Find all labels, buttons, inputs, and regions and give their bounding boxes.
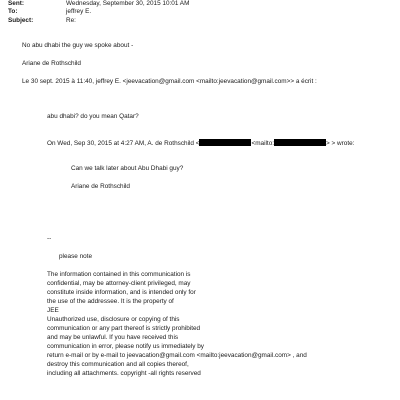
signature-dashes: -- [47,235,52,242]
header-subject-row [8,17,76,26]
disclaimer-line: The information contained in this communication is [47,271,191,278]
reply-line: No abu dhabi the guy we spoke about - [22,42,134,49]
signature-2: Ariane de Rothschild [71,183,130,190]
wrote-line [47,139,354,148]
talk-later-line: Can we talk later about Abu Dhabi guy? [71,165,184,172]
wrote-prefix: On Wed, Sep 30, 2015 at 4:27 AM, A. de Rothschild < [47,140,200,147]
header-to-row [8,8,91,17]
abu-dhabi-question: abu dhabi? do you mean Qatar? [47,113,139,120]
signature-1: Ariane de Rothschild [22,60,81,67]
redaction-block [199,139,251,146]
disclaimer-line: the use of the addressee. It is the property of [47,298,174,305]
disclaimer-line: including all attachments. copyright -all rights reserved [47,370,201,377]
wrote-suffix: > > wrote: [326,140,355,147]
sent-label: Sent: [8,0,24,7]
redaction-block [274,139,326,146]
please-note: please note [59,253,93,260]
disclaimer-line: JEE [47,307,59,314]
disclaimer-line: communication or any part thereof is strictly prohibited [47,325,201,332]
disclaimer-line: Unauthorized use, disclosure or copying of this [47,316,180,323]
sent-value: Wednesday, September 30, 2015 10:01 AM [66,0,190,7]
quote-intro: Le 30 sept. 2015 à 11:40, jeffrey E. <jeevacation@gmail.com <mailto:jeevacation@gmail.com>> a écrit : [22,78,317,85]
disclaimer-line: constitute inside information, and is intended only for [47,289,196,296]
disclaimer-line: and may be unlawful. If you have received this [47,334,179,341]
to-label: To: [8,8,18,15]
disclaimer-line: communication in error, please notify us immediately by [47,343,204,350]
subject-label: Subject: [8,17,34,24]
wrote-mailto: <mailto: [251,140,275,147]
disclaimer-line: return e-mail or by e-mail to jeevacation@gmail.com <mailto:jeevacation@gmail.com> , and [47,352,307,359]
disclaimer-line: destroy this communication and all copies thereof, [47,361,189,368]
subject-value: Re: [66,17,76,24]
disclaimer-line: confidential, may be attorney-client privileged, may [47,280,191,287]
to-value: jeffrey E. [66,8,92,15]
